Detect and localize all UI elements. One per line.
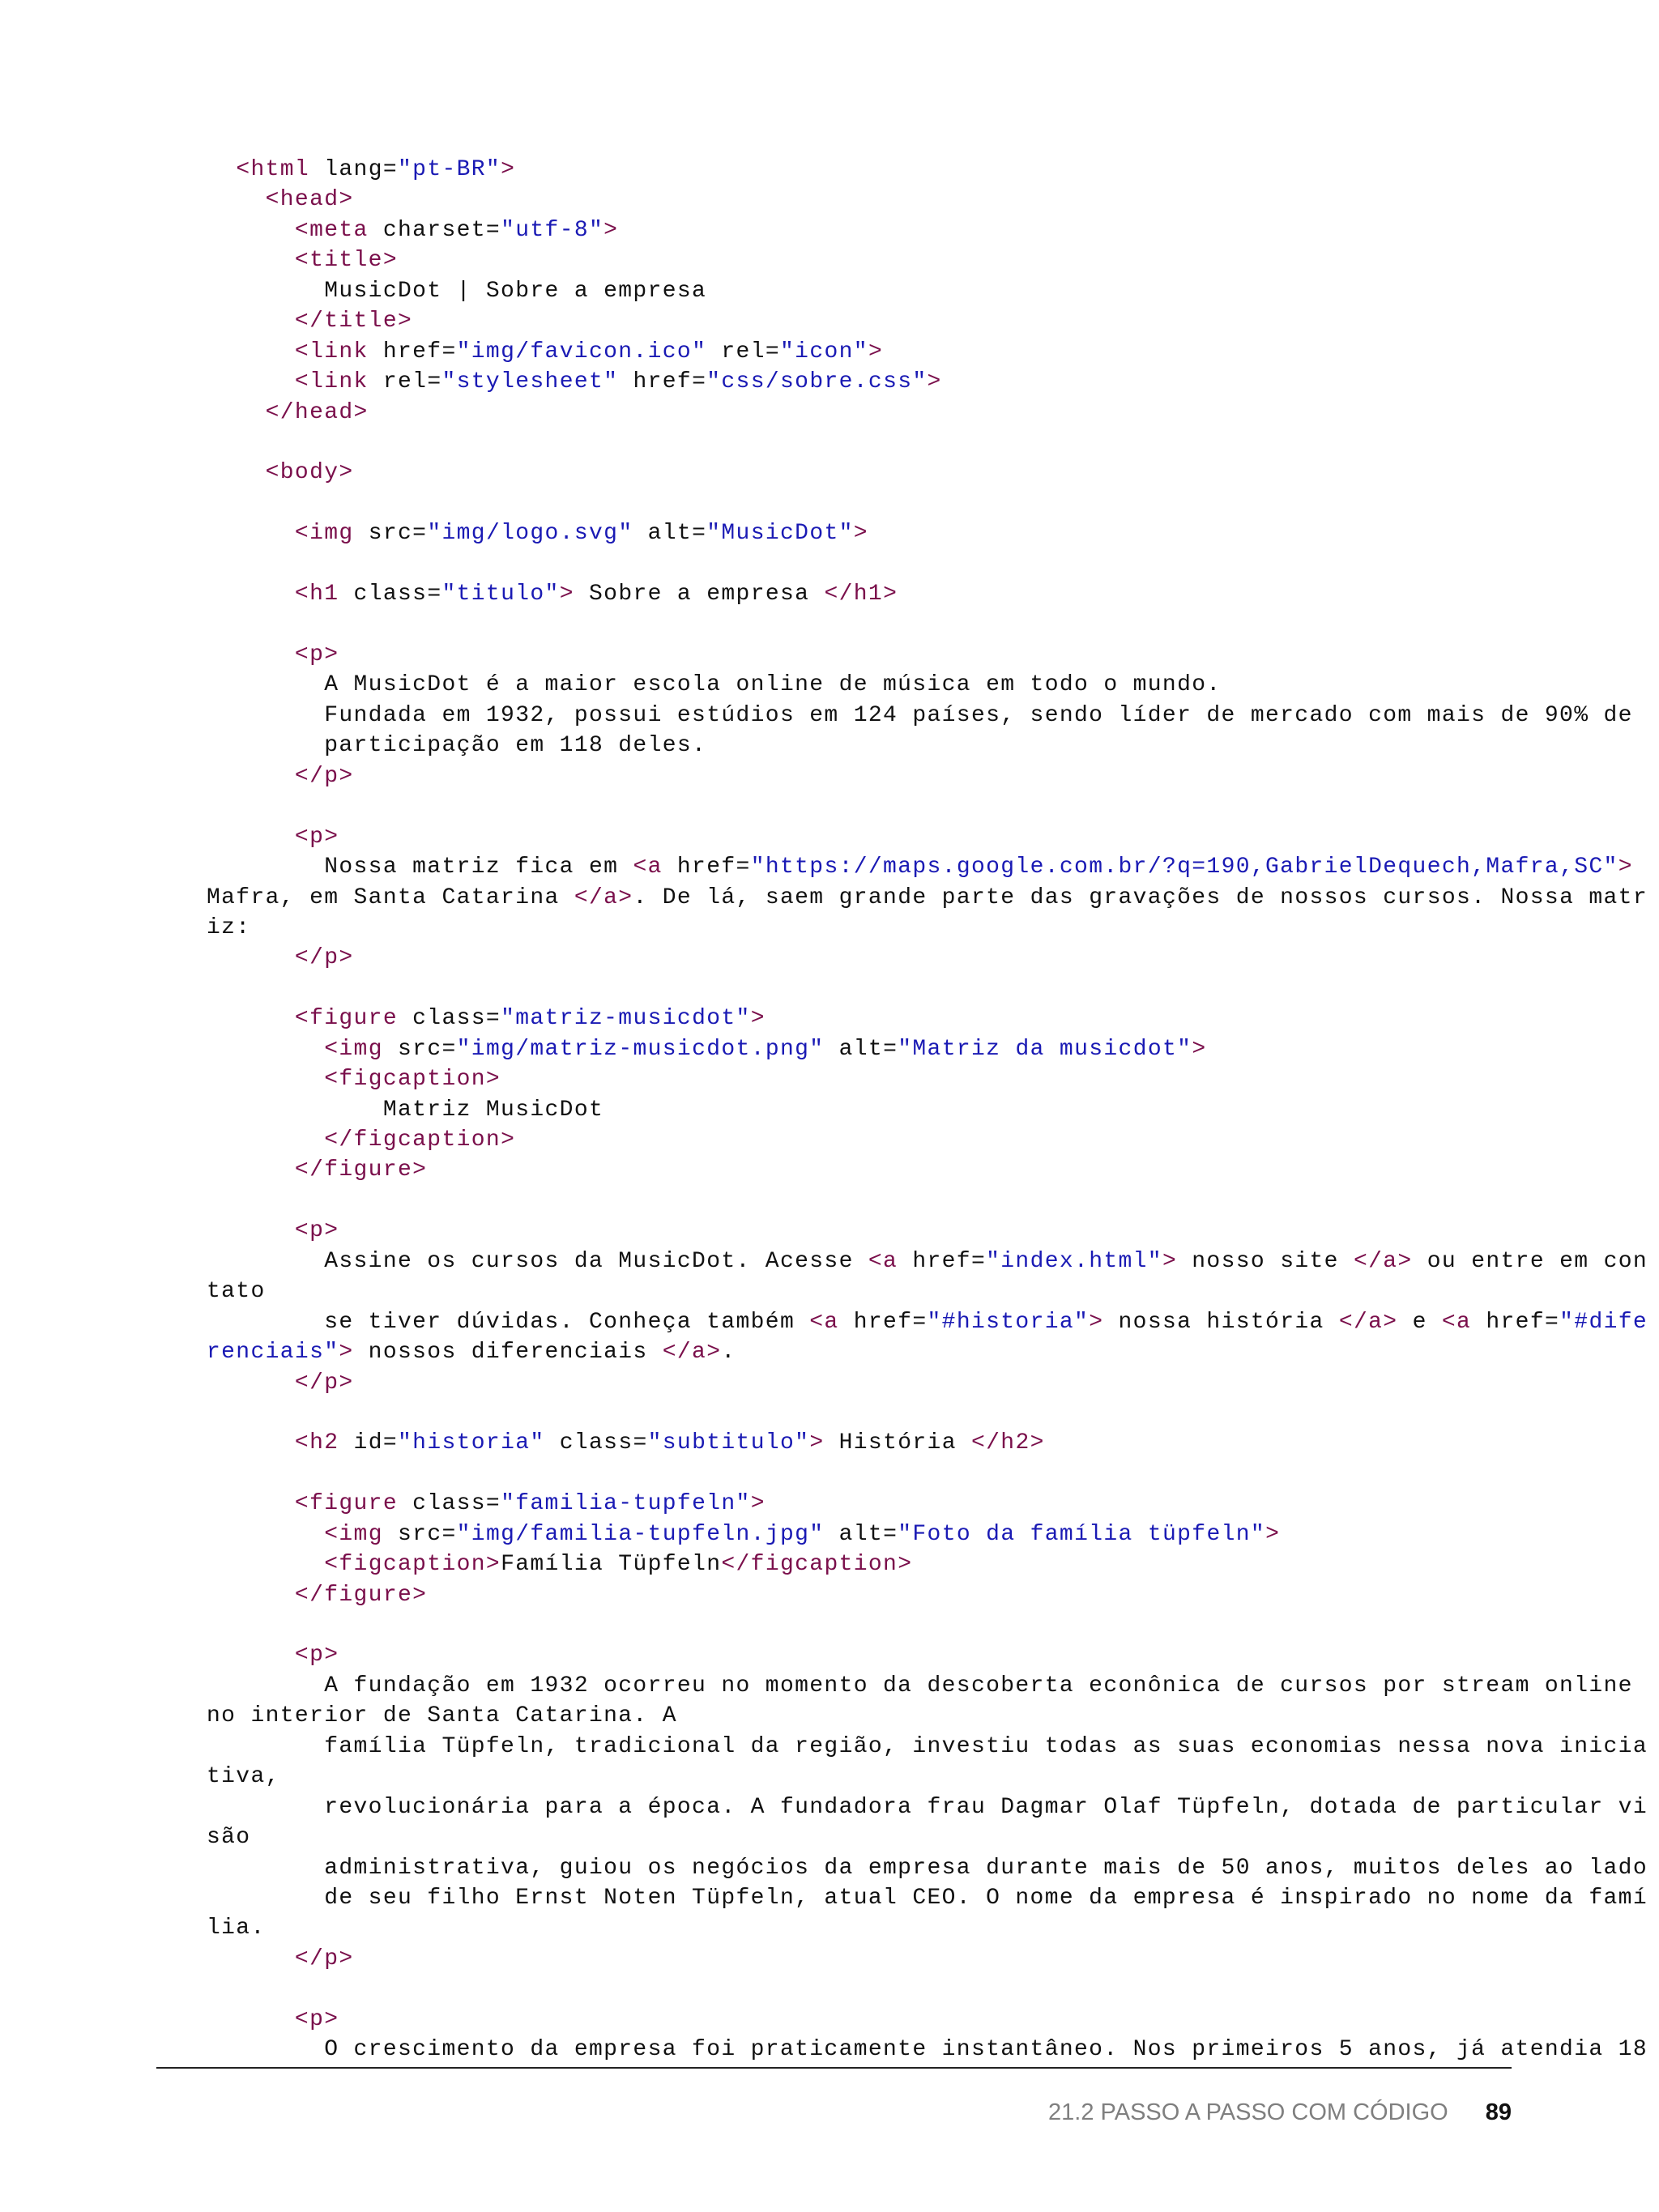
code-token-txt: participação em 118 deles. <box>207 733 707 759</box>
code-line <box>207 1610 1535 1640</box>
code-token-txt <box>207 1067 324 1092</box>
code-token-attr: rel <box>721 339 766 364</box>
code-token-attr: class <box>353 582 428 607</box>
code-token-txt: O crescimento da empresa foi praticamente instantâneo. Nos primeiros 5 anos, já atendia 18 <box>207 2037 1648 2063</box>
code-token-tag: <figure <box>294 1491 398 1517</box>
code-token-tag: </h1> <box>824 582 898 607</box>
code-line <box>207 245 1535 275</box>
code-token-txt <box>339 582 353 607</box>
code-token-tag: </figure> <box>294 1157 428 1183</box>
code-token-txt: . <box>721 1340 736 1366</box>
code-line <box>207 913 1535 943</box>
code-line <box>207 1004 1535 1034</box>
code-token-tag: <title> <box>294 248 398 274</box>
code-token-tag: <a <box>633 855 663 880</box>
code-line <box>207 458 1535 488</box>
code-line <box>207 791 1535 821</box>
code-token-tag: > <box>501 157 516 182</box>
code-token-tag: > <box>603 217 619 243</box>
code-line <box>207 2005 1535 2035</box>
code-token-txt <box>207 1006 295 1031</box>
code-token-txt <box>207 1946 295 1971</box>
code-token-tag: > <box>339 1340 354 1366</box>
code-token-txt: Mafra, em Santa Catarina <box>207 884 574 910</box>
code-token-eq: = <box>485 1006 501 1032</box>
code-line <box>207 1459 1535 1489</box>
code-token-eq: = <box>382 157 399 182</box>
code-token-tag: </a> <box>574 884 633 910</box>
code-token-tag: <p> <box>294 824 339 850</box>
code-line <box>207 1519 1535 1549</box>
code-line <box>207 943 1535 973</box>
code-token-eq: = <box>427 369 442 395</box>
code-line <box>207 1822 1535 1852</box>
code-line <box>207 1095 1535 1125</box>
code-line <box>207 518 1535 548</box>
code-token-txt <box>207 642 295 667</box>
code-token-tag: <h1 <box>294 582 339 607</box>
code-line <box>207 398 1535 428</box>
code-token-txt <box>824 1522 838 1547</box>
code-token-txt <box>706 339 721 364</box>
code-line <box>207 822 1535 852</box>
code-token-tag: <p> <box>294 2006 339 2032</box>
code-token-attr: charset <box>382 217 486 243</box>
code-token-txt <box>207 400 266 425</box>
code-token-str: "utf-8" <box>501 217 604 243</box>
code-token-tag: <figcaption> <box>324 1067 501 1093</box>
code-token-eq: = <box>692 369 707 395</box>
code-token-txt <box>207 764 295 789</box>
code-line <box>207 1913 1535 1943</box>
code-token-txt <box>207 1037 324 1062</box>
code-token-str: "img/logo.svg" <box>427 521 633 547</box>
code-token-eq: = <box>692 521 707 547</box>
code-token-tag: > <box>1162 1248 1178 1274</box>
code-token-txt <box>398 1006 412 1031</box>
code-line <box>207 1186 1535 1216</box>
code-token-txt <box>207 339 295 364</box>
code-token-txt <box>383 1522 398 1547</box>
code-token-tag: </p> <box>294 1370 354 1396</box>
code-token-attr: href <box>853 1309 913 1335</box>
code-token-tag: <figcaption> <box>324 1552 501 1578</box>
code-token-txt <box>207 1583 295 1608</box>
code-token-txt <box>207 1157 295 1183</box>
code-line <box>207 731 1535 761</box>
code-token-txt: iz: <box>207 914 251 940</box>
code-token-str: "pt-BR" <box>398 157 501 182</box>
code-token-tag: > <box>750 1006 766 1032</box>
code-line <box>207 1701 1535 1731</box>
code-token-eq: = <box>883 1521 898 1547</box>
code-token-txt <box>545 1430 560 1455</box>
code-token-txt <box>339 1430 353 1455</box>
code-token-txt <box>839 1310 854 1335</box>
code-token-txt <box>207 157 236 182</box>
code-token-tag: > <box>750 1491 766 1517</box>
code-token-attr: class <box>412 1491 486 1517</box>
code-token-txt: Nossa matriz fica em <box>207 855 633 880</box>
code-token-attr: alt <box>838 1036 884 1062</box>
code-token-eq: = <box>441 1521 457 1547</box>
code-token-txt <box>207 521 295 546</box>
code-token-tag: > <box>809 1430 825 1456</box>
code-token-txt: A MusicDot é a maior escola online de música em todo o mundo. <box>207 672 1222 698</box>
code-token-str: "matriz-musicdot" <box>501 1006 751 1032</box>
code-token-txt: Família Tüpfeln <box>501 1552 722 1578</box>
code-token-attr: class <box>559 1430 633 1456</box>
code-token-txt <box>663 855 677 880</box>
code-token-tag: </p> <box>294 1946 354 1971</box>
code-token-tag: </a> <box>1353 1248 1413 1274</box>
code-line <box>207 1732 1648 1762</box>
code-token-txt <box>207 1522 324 1547</box>
code-token-txt <box>398 1491 412 1516</box>
code-token-txt: nosso site <box>1177 1248 1354 1274</box>
code-token-tag: <html <box>236 157 310 182</box>
code-token-txt <box>207 460 266 485</box>
code-line <box>207 306 1535 336</box>
code-token-tag: <p> <box>294 642 339 667</box>
code-token-tag: </a> <box>662 1340 722 1366</box>
code-token-str: "https://maps.google.com.br/?q=190,GabrielDequech,Mafra,SC" <box>750 855 1618 880</box>
code-token-str: "subtitulo" <box>647 1430 810 1456</box>
code-line <box>207 428 1535 458</box>
code-token-tag: </h2> <box>971 1430 1045 1456</box>
code-line <box>207 1762 1535 1792</box>
code-token-txt <box>207 1430 295 1455</box>
code-line <box>207 1853 1648 1883</box>
code-token-str: "img/familia-tupfeln.jpg" <box>456 1521 825 1547</box>
code-token-eq: = <box>883 1036 898 1062</box>
code-token-txt: nossos diferenciais <box>353 1340 663 1366</box>
code-token-txt <box>898 1249 912 1274</box>
code-token-str: "css/sobre.css" <box>706 369 928 395</box>
code-token-eq: = <box>382 1430 399 1456</box>
code-token-txt <box>207 825 295 850</box>
code-token-tag: > <box>1618 855 1633 880</box>
code-token-txt: e <box>1397 1309 1442 1335</box>
code-token-str: "index.html" <box>986 1248 1162 1274</box>
code-token-txt: ou entre em con <box>1412 1248 1648 1274</box>
code-token-txt <box>207 1643 295 1668</box>
code-token-tag: > <box>1089 1309 1104 1335</box>
code-token-eq: = <box>485 1491 501 1517</box>
code-token-str: "icon" <box>780 339 868 364</box>
code-line <box>207 1883 1648 1913</box>
code-token-str: "#historia" <box>927 1309 1090 1335</box>
code-token-txt <box>1471 1310 1486 1335</box>
code-token-tag: </figure> <box>294 1582 428 1608</box>
code-token-txt <box>207 248 295 273</box>
code-token-txt: Assine os cursos da MusicDot. Acesse <box>207 1248 868 1274</box>
code-token-txt: no interior de Santa Catarina. A <box>207 1703 677 1729</box>
code-token-txt: . De lá, saem grande parte das gravações de nossos cursos. Nossa matr <box>633 884 1648 910</box>
code-token-attr: src <box>398 1521 442 1547</box>
code-line <box>207 852 1633 882</box>
code-token-tag: <a <box>809 1309 839 1335</box>
code-token-eq: = <box>765 339 781 364</box>
code-line <box>207 1489 1535 1519</box>
code-token-attr: alt <box>838 1521 884 1547</box>
code-line <box>207 215 1535 245</box>
code-token-txt <box>207 309 295 334</box>
code-token-txt <box>369 339 383 364</box>
page-footer <box>1048 2099 1512 2126</box>
code-token-tag: <p> <box>294 1218 339 1244</box>
code-line <box>207 549 1535 579</box>
code-line <box>207 1247 1648 1276</box>
code-line <box>207 883 1648 913</box>
code-token-tag: <figure <box>294 1006 398 1032</box>
code-token-txt <box>207 369 295 394</box>
code-token-txt: Sobre a empresa <box>574 582 825 607</box>
code-token-txt <box>309 157 324 182</box>
code-token-txt: tato <box>207 1279 266 1305</box>
code-token-tag: </a> <box>1338 1309 1398 1335</box>
code-token-attr: href <box>633 369 693 395</box>
code-token-str: "img/favicon.ico" <box>456 339 707 364</box>
page-number: 89 <box>1485 2099 1512 2125</box>
code-token-txt: lia. <box>207 1916 266 1941</box>
code-token-txt: de seu filho Ernst Noten Tüpfeln, atual CEO. O nome da empresa é inspirado no nome da famí <box>207 1885 1648 1911</box>
code-token-eq: = <box>441 1036 457 1062</box>
code-token-txt: nossa história <box>1103 1309 1339 1335</box>
code-token-tag: <img <box>324 1036 383 1062</box>
code-line <box>207 579 1535 609</box>
code-token-tag: > <box>559 582 574 607</box>
code-token-txt <box>207 187 266 212</box>
code-token-attr: href <box>1486 1309 1545 1335</box>
code-token-eq: = <box>912 1309 928 1335</box>
code-token-attr: class <box>412 1006 486 1032</box>
code-token-tag: <p> <box>294 1643 339 1669</box>
code-token-txt <box>369 218 383 243</box>
code-token-str: "#dife <box>1559 1309 1648 1335</box>
code-token-tag: > <box>927 369 942 395</box>
code-line <box>207 1944 1535 1974</box>
code-line <box>207 1368 1535 1398</box>
code-token-txt: A fundação em 1932 ocorreu no momento da descoberta econônica de cursos por stream online <box>207 1673 1633 1698</box>
code-token-attr: id <box>353 1430 383 1456</box>
code-token-tag: <img <box>294 521 354 547</box>
code-line <box>207 1034 1535 1064</box>
code-token-tag: > <box>868 339 884 364</box>
code-line <box>207 337 1535 367</box>
code-token-str: "MusicDot" <box>706 521 854 547</box>
code-token-eq: = <box>427 582 442 607</box>
code-token-txt <box>369 369 383 394</box>
code-token-tag: <meta <box>294 217 369 243</box>
code-line <box>207 1974 1535 2004</box>
code-line <box>207 1428 1535 1458</box>
code-token-str: "Foto da família tüpfeln" <box>898 1521 1266 1547</box>
code-token-txt <box>633 521 647 546</box>
code-token-eq: = <box>736 855 751 880</box>
code-token-tag: </title> <box>294 309 413 335</box>
code-line <box>207 1671 1633 1701</box>
code-line <box>207 2035 1648 2065</box>
code-token-str: "stylesheet" <box>441 369 619 395</box>
code-token-tag: </head> <box>265 399 369 425</box>
code-token-txt <box>618 369 633 394</box>
code-line <box>207 1276 1535 1306</box>
code-line <box>207 761 1535 791</box>
code-token-txt <box>207 1491 295 1516</box>
code-token-tag: </figcaption> <box>721 1552 913 1578</box>
code-token-txt <box>207 945 295 970</box>
code-token-txt <box>207 1127 324 1153</box>
code-line <box>207 1125 1535 1155</box>
code-token-txt: família Tüpfeln, tradicional da região, investiu todas as suas economias nessa nova inicia <box>207 1733 1648 1759</box>
code-token-attr: href <box>382 339 442 364</box>
code-token-tag: <body> <box>265 460 354 486</box>
code-line <box>207 1337 1535 1367</box>
code-token-txt <box>207 2007 295 2032</box>
code-token-txt: História <box>824 1430 971 1456</box>
code-token-tag: > <box>853 521 868 547</box>
code-line <box>207 670 1535 700</box>
code-line <box>207 1792 1648 1822</box>
code-line <box>207 640 1535 670</box>
code-token-txt: se tiver dúvidas. Conheça também <box>207 1309 810 1335</box>
code-token-tag: </p> <box>294 945 354 971</box>
code-token-eq: = <box>485 217 501 243</box>
code-line <box>207 155 1535 185</box>
code-line <box>207 701 1633 731</box>
code-listing <box>207 155 1648 2065</box>
code-token-tag: <link <box>294 369 369 395</box>
code-token-tag: </p> <box>294 763 354 789</box>
code-line <box>207 1580 1535 1610</box>
code-token-attr: src <box>368 521 413 547</box>
code-token-str: "img/matriz-musicdot.png" <box>456 1036 825 1062</box>
code-line <box>207 1398 1535 1428</box>
code-token-txt: MusicDot | Sobre a empresa <box>207 278 707 304</box>
code-token-txt <box>383 1037 398 1062</box>
code-line <box>207 367 1535 397</box>
code-token-txt <box>207 1370 295 1396</box>
code-token-tag: <img <box>324 1521 383 1547</box>
code-line <box>207 610 1535 640</box>
code-token-tag: <link <box>294 339 369 364</box>
code-line <box>207 974 1535 1004</box>
code-token-attr: lang <box>324 157 383 182</box>
code-token-str: "historia" <box>398 1430 545 1456</box>
code-token-txt: revolucionária para a época. A fundadora frau Dagmar Olaf Tüpfeln, dotada de particular vi <box>207 1794 1648 1820</box>
code-token-txt <box>207 582 295 607</box>
code-token-tag: <a <box>868 1248 898 1274</box>
code-line <box>207 1216 1535 1246</box>
code-token-attr: alt <box>647 521 693 547</box>
code-token-eq: = <box>970 1248 987 1274</box>
code-token-str: "familia-tupfeln" <box>501 1491 751 1517</box>
code-token-txt <box>207 1552 324 1577</box>
code-token-txt <box>207 218 295 243</box>
code-token-attr: href <box>912 1248 971 1274</box>
code-token-eq: = <box>441 339 457 364</box>
code-token-tag: <h2 <box>294 1430 339 1456</box>
code-line <box>207 1307 1648 1337</box>
code-token-txt: Matriz MusicDot <box>207 1097 604 1123</box>
code-token-tag: <head> <box>265 187 354 213</box>
code-line <box>207 276 1535 306</box>
code-token-str: renciais" <box>207 1340 339 1366</box>
code-token-tag: <a <box>1441 1309 1472 1335</box>
code-token-tag: > <box>1192 1036 1207 1062</box>
code-line <box>207 1064 1535 1094</box>
code-token-attr: rel <box>382 369 428 395</box>
code-token-txt: são <box>207 1825 251 1851</box>
code-token-str: "titulo" <box>441 582 560 607</box>
code-token-txt: Fundada em 1932, possui estúdios em 124 países, sendo líder de mercado com mais de 90% de <box>207 702 1633 728</box>
code-token-eq: = <box>412 521 428 547</box>
code-line <box>207 185 1535 215</box>
code-line <box>207 1549 1535 1579</box>
code-line <box>207 488 1535 518</box>
code-token-tag: </figcaption> <box>324 1127 516 1153</box>
code-token-txt <box>207 1218 295 1243</box>
code-token-txt <box>354 521 369 546</box>
code-token-eq: = <box>633 1430 648 1456</box>
code-line <box>207 1640 1535 1670</box>
footer-section-title: 21.2 PASSO A PASSO COM CÓDIGO <box>1048 2099 1448 2125</box>
code-token-txt: tiva, <box>207 1764 280 1790</box>
code-token-attr: href <box>676 855 736 880</box>
code-token-str: "Matriz da musicdot" <box>898 1036 1192 1062</box>
code-token-txt: administrativa, guiou os negócios da empresa durante mais de 50 anos, muitos deles ao lado <box>207 1855 1648 1881</box>
footer-rule <box>156 2067 1512 2069</box>
code-token-attr: src <box>398 1036 442 1062</box>
code-token-txt <box>824 1037 838 1062</box>
code-token-eq: = <box>1545 1309 1560 1335</box>
code-token-tag: > <box>1265 1521 1281 1547</box>
code-line <box>207 1155 1535 1185</box>
